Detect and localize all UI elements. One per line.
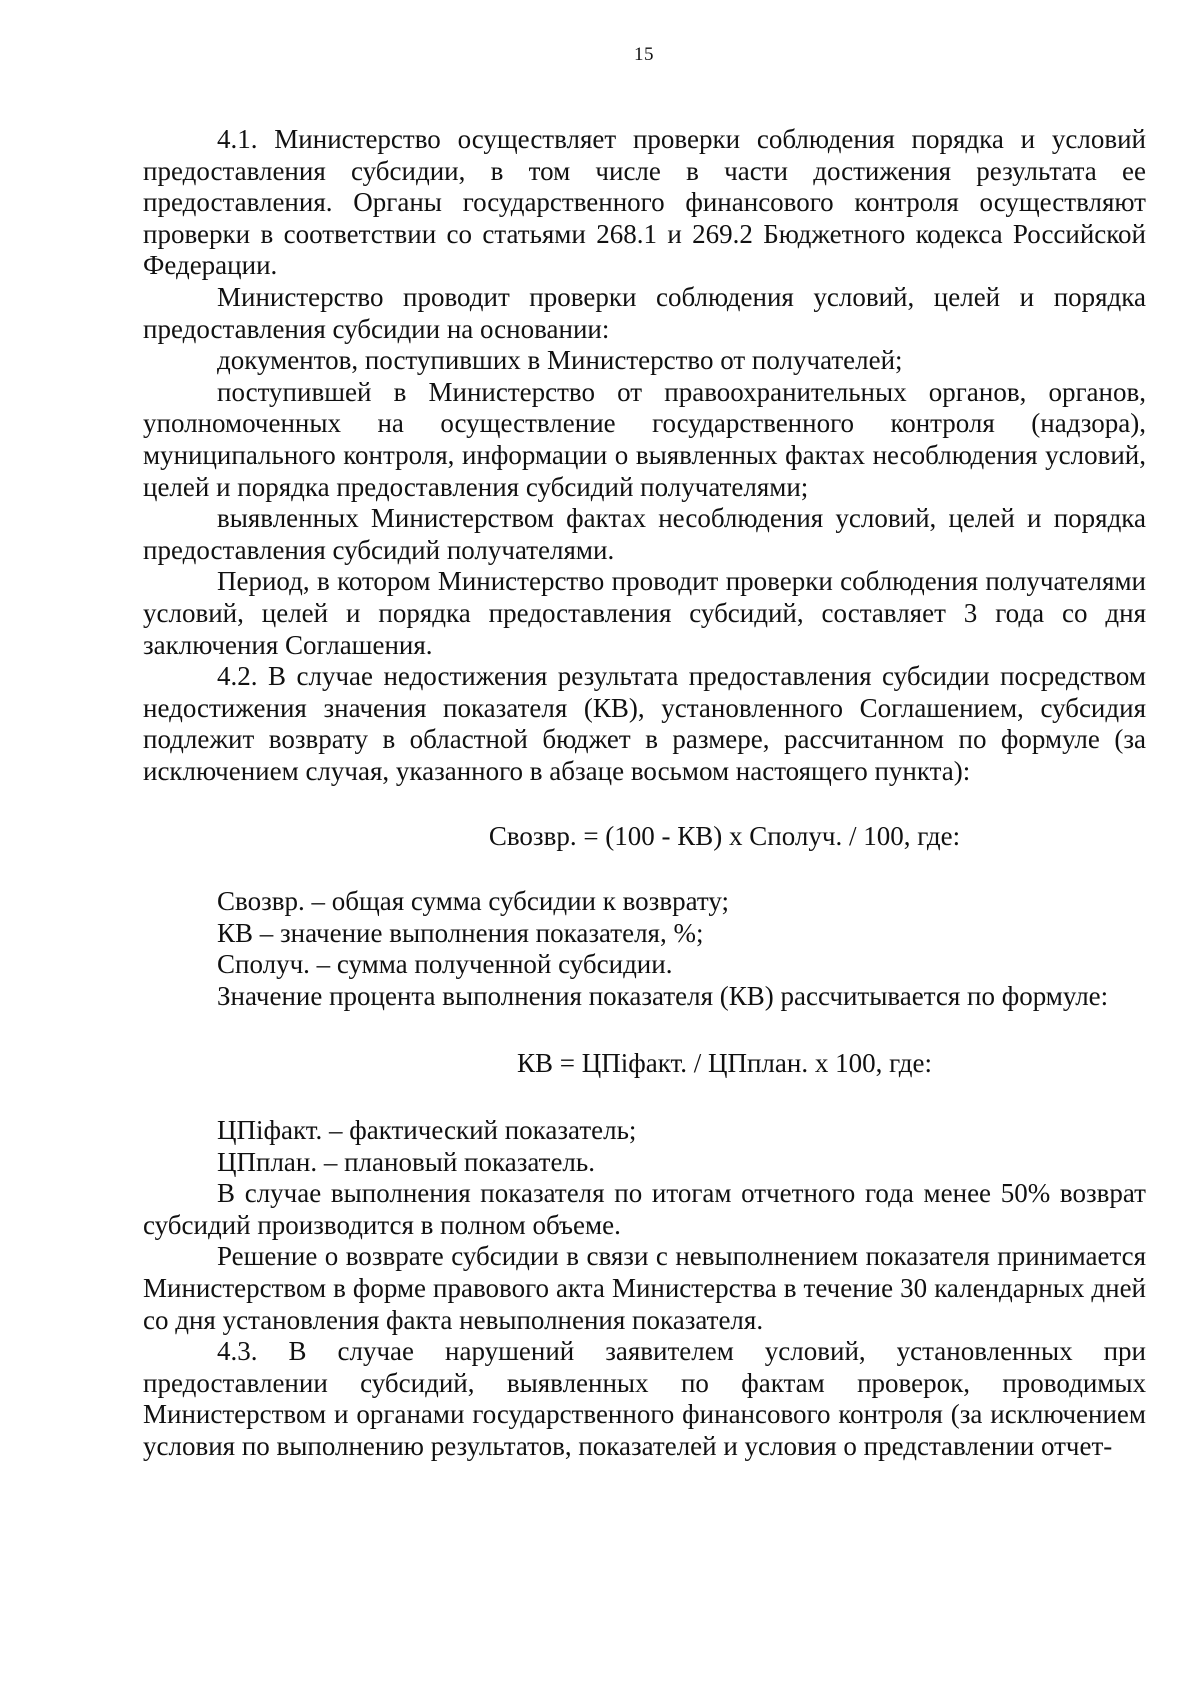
paragraph-under-50: В случае выполнения показателя по итогам отчетного года менее 50% возврат субсидий производится в полном объеме. bbox=[143, 1178, 1146, 1240]
document-body bbox=[143, 124, 1146, 1463]
paragraph-kv-calc: Значение процента выполнения показателя (КВ) рассчитывается по формуле: bbox=[217, 980, 1109, 1011]
paragraph-4-3: 4.3. В случае нарушений заявителем условий, установленных при предоставлении субсидий, выявленных по фактам проверок, проводимых Министерством и органами государственного финансового контроля (за исключением условия по выполнению результатов, показателей и условия о представлении отчет- bbox=[143, 1336, 1146, 1461]
paragraph-documents: документов, поступивших в Министерство от получателей; bbox=[217, 345, 903, 376]
definition-kv: КВ – значение выполнения показателя, %; bbox=[217, 917, 704, 948]
paragraph-period: Период, в котором Министерство проводит проверки соблюдения получателями условий, целей и порядка предоставления субсидий, составляет 3 года со дня заключения Соглашения. bbox=[143, 566, 1146, 660]
paragraph-received-info: поступившей в Министерство от правоохранительных органов, органов, уполномоченных на осуществление государственного контроля (надзора), муниципального контроля, информации о выявленных фактах несоблюдения условий, целей и порядка предоставления субсидий получателями; bbox=[143, 376, 1146, 502]
definition-spoluch: Сполуч. – сумма полученной субсидии. bbox=[217, 949, 673, 980]
paragraph-checks-basis: Министерство проводит проверки соблюдения условий, целей и порядка предоставления субсидии на основании: bbox=[143, 281, 1146, 344]
definition-svozvr: Свозвр. – общая сумма субсидии к возврату; bbox=[217, 886, 729, 917]
definition-cpi-fact: ЦПiфакт. – фактический показатель; bbox=[217, 1115, 637, 1146]
paragraph-identified-facts: выявленных Министерством фактах несоблюдения условий, целей и порядка предоставления субсидий получателями. bbox=[143, 503, 1146, 565]
paragraph-4-1: 4.1. Министерство осуществляет проверки соблюдения порядка и условий предоставления субсидии, в том числе в части достижения результата ее предоставления. Органы государственного финансового контроля осуществляют проверки в соответствии со статьями 268.1 и 269.2 Бюджетного кодекса Российской Федерации. bbox=[143, 124, 1146, 281]
formula-return-amount: Свозвр. = (100 - КВ) х Сполуч. / 100, где: bbox=[488, 821, 961, 852]
paragraph-return-decision: Решение о возврате субсидии в связи с невыполнением показателя принимается Министерством в форме правового акта Министерства в течение 30 календарных дней со дня установления факта невыполнения показателя. bbox=[143, 1241, 1146, 1335]
page-number: 15 bbox=[634, 44, 654, 65]
formula-kv: КВ = ЦПiфакт. / ЦПплан. х 100, где: bbox=[516, 1048, 933, 1079]
definition-cp-plan: ЦПплан. – плановый показатель. bbox=[217, 1146, 595, 1177]
paragraph-4-2: 4.2. В случае недостижения результата предоставления субсидии посредством недостижения значения показателя (КВ), установленного Соглашением, субсидия подлежит возврату в областной бюджет в размере, рассчитанном по формуле (за исключением случая, указанного в абзаце восьмом настоящего пункта): bbox=[143, 661, 1146, 786]
